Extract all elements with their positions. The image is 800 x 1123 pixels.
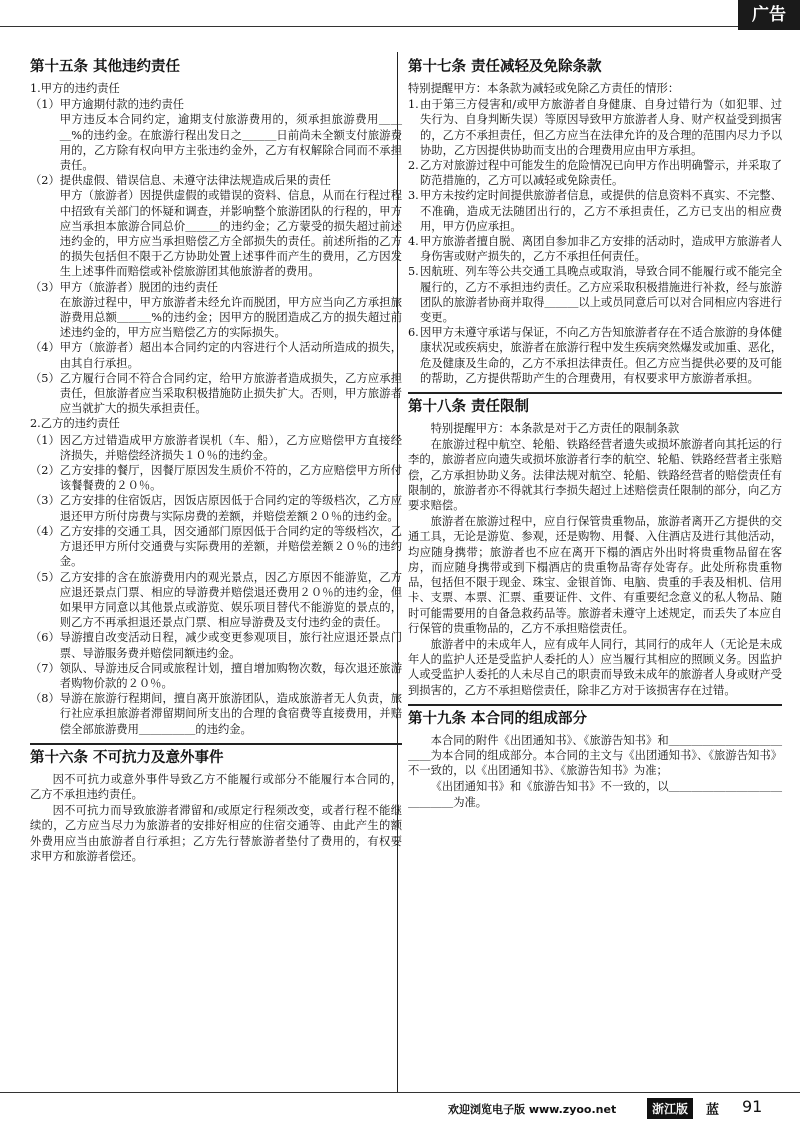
- s16-paragraph-1: 因不可抗力或意外事件导致乙方不能履行或部分不能履行本合同的，乙方不承担违约责任。: [30, 772, 402, 801]
- s16-paragraph-2: 因不可抗力而导致旅游者滞留和/或原定行程须改变，或者行程不能继续的，乙方应当尽力为旅游者的安排好相应的住宿交通等、由此产生的额外费用应当由旅游者自行承担；乙方先行替旅游者垫付了费用的，有权要求甲方和旅游者偿还。: [30, 804, 402, 863]
- list-item: [30, 691, 402, 737]
- item-number: 1.: [408, 98, 419, 112]
- list-item: [30, 570, 402, 631]
- item-number: （8）: [30, 692, 60, 706]
- item-number: （6）: [30, 631, 60, 645]
- list-item: [30, 340, 402, 370]
- section-19-title: 第十九条 本合同的组成部分: [408, 704, 782, 729]
- list-item: [30, 97, 402, 173]
- list-item: [30, 661, 402, 691]
- item-text: 乙方安排的住宿饭店，因饭店原因低于合同约定的等级档次，乙方应退还甲方所付房费与实际房费的差额，并赔偿差额２０％的违约金。: [59, 494, 402, 523]
- item-text: 乙方安排的含在旅游费用内的观光景点，因乙方原因不能游览，乙方应退还景点门票、相应的导游费并赔偿退还费用２０％的违约金，但如果甲方同意以其他景点或游览、娱乐项目替代不能游览的景点的，则乙方不再承担退还景点门票、相应导游费及支付违约金的责任。: [59, 570, 402, 630]
- s18-paragraph-2: 旅游者在旅游过程中，应自行保管贵重物品，旅游者离开乙方提供的交通工具，无论是游览、参观，还是购物、用餐、入住酒店及进行其他活动，均应随身携带；旅游者也不应在离开下榻的酒店外出时将贵重物品留在客房，而应随身携带或到下榻酒店的贵重物品寄存处寄存。此处所称贵重物品，包括但不限于现金、珠宝、金银首饰、电脑、贵重的手表及相机、信用卡、支票、本票、汇票、重要证件、文件、有重要纪念意义的私人物品、随时可能需要用的自备急救药品等。旅游者未遵守上述规定，而丢失了本应自行保管的贵重物品的，乙方不承担赔偿责任。: [408, 515, 782, 635]
- s18-paragraph-1: 在旅游过程中航空、轮船、铁路经营者遗失或损坏旅游者向其托运的行李的，旅游者应向遗失或损坏旅游者行李的航空、轮船、铁路经营者主张赔偿，乙方承担协助义务。法律法规对航空、轮船、铁路经营者的赔偿责任有限制的，旅游者亦不得就其行李损失超过上述赔偿责任限制的部分，向乙方要求赔偿。: [408, 438, 782, 513]
- item-number: （2）: [30, 174, 60, 188]
- list-item: [30, 173, 402, 279]
- item-text: 甲方未按约定时间提供旅游者信息，或提供的信息资料不真实、不完整、不准确，造成无法随团出行的，乙方不承担责任，乙方已支出的相应费用，甲方仍应承担。: [420, 189, 782, 233]
- section-16-title: 第十六条 不可抗力及意外事件: [30, 743, 402, 768]
- footer-url[interactable]: 欢迎浏览电子版 www.zyoo.net: [448, 1103, 617, 1116]
- list-item: [30, 463, 402, 493]
- item-text: 提供虚假、错误信息、未遵守法律法规造成后果的责任 甲方（旅游者）因提供虚假的或错误的资料、信息，从而在行程过程中招致有关部门的怀疑和调查，并影响整个旅游团队的行程的，甲方应当承担本旅游合同总价＿＿＿的违约金；乙方蒙受的损失超过前述违约金的，甲方应当承担赔偿乙方全部损失的责任。前述所指的乙方的损失包括但不限于乙方协助处置上述事件而产生的费用，乙方因发生上述事件而赔偿或补偿旅游团其他旅游者的费用。: [59, 174, 402, 279]
- item-text: 因甲方未遵守承诺与保证，不向乙方告知旅游者存在不适合旅游的身体健康状况或疾病史，旅游者在旅游行程中发生疾病突然爆发或加重、恶化，危及健康及生命的，乙方不承担法律责任。但乙方应当提供必要的及可能的帮助，乙方提供帮助产生的合理费用，有权要求甲方旅游者承担。: [420, 326, 782, 385]
- list-item: [30, 371, 402, 417]
- item-text: 甲方旅游者擅自脱、离团自参加非乙方安排的活动时，造成甲方旅游者人身伤害或财产损失的，乙方不承担任何责任。: [420, 235, 782, 264]
- section-18-title: 第十八条 责任限制: [408, 392, 782, 417]
- item-number: （3）: [30, 280, 60, 294]
- s15-2-list: [30, 433, 402, 737]
- ad-label: 广告: [738, 0, 800, 30]
- edition-badge: 浙江版: [647, 1098, 693, 1119]
- s17-list: [408, 97, 782, 386]
- item-number: （5）: [30, 570, 60, 584]
- item-text: 导游在旅游行程期间，擅自离开旅游团队，造成旅游者无人负责，旅行社应承担旅游者滞留期间所支出的合理的食宿费等直接费用，并赔偿全部旅游费用＿＿＿＿＿的违约金。: [59, 692, 402, 736]
- item-text: 领队、导游违反合同或旅程计划，擅自增加购物次数，每次退还旅游者购物价款的２０％。: [59, 661, 402, 690]
- list-item: [30, 433, 402, 463]
- section-15-title: 第十五条 其他违约责任: [30, 59, 181, 75]
- page-number: 91: [742, 1097, 763, 1116]
- item-number: （7）: [30, 661, 60, 675]
- item-number: 3.: [408, 189, 419, 203]
- footer: [0, 1092, 800, 1123]
- list-item: [30, 493, 402, 523]
- s15-sub-2: 2.乙方的违约责任: [30, 417, 120, 431]
- column-divider: [397, 52, 398, 1092]
- header-rule: [0, 0, 738, 27]
- item-text: 乙方安排的交通工具，因交通部门原因低于合同约定的等级档次，乙方退还甲方所付交通费与实际费用的差额，并赔偿差额２０％的违约金。: [59, 524, 402, 569]
- right-column: [408, 52, 782, 811]
- list-item: [408, 325, 782, 386]
- s17-note: 特别提醒甲方：本条款为减轻或免除乙方责任的情形：: [408, 82, 680, 95]
- item-number: （2）: [30, 464, 60, 478]
- item-number: （5）: [30, 371, 60, 385]
- s18-note: 特别提醒甲方：本条款是对于乙方责任的限制条款: [430, 422, 680, 436]
- s15-1-list: [30, 97, 402, 416]
- item-number: 6.: [408, 326, 419, 340]
- list-item: [408, 158, 782, 188]
- list-item: [408, 234, 782, 264]
- item-text: 乙方对旅游过程中可能发生的危险情况已向甲方作出明确警示，并采取了防范措施的，乙方可以减轻或免除责任。: [420, 159, 782, 188]
- list-item: [30, 280, 402, 341]
- item-number: （1）: [30, 433, 60, 447]
- list-item: [30, 630, 402, 660]
- item-text: 导游擅自改变活动日程，减少或变更参观项目，旅行社应退还景点门票、导游服务费并赔偿同额违约金。: [59, 631, 402, 660]
- s19-paragraph-1: 本合同的附件《出团通知书》、《旅游告知书》和＿＿＿＿＿＿＿＿＿＿＿＿为本合同的组成部分。本合同的主文与《出团通知书》、《旅游告知书》不一致的，以《出团通知书》、《旅游告知书》为准；: [408, 733, 782, 778]
- item-text: 由于第三方侵害和/或甲方旅游者自身健康、自身过错行为（如犯罪、过失行为、自身判断失误）等原因导致甲方旅游者人身、财产权益受到损害的，乙方不承担责任，但乙方应当在法律允许的及合理的范围内尽力予以协助，乙方因提供协助而支出的合理费用应由甲方承担。: [420, 98, 782, 157]
- item-text: 甲方（旅游者）脱团的违约责任 在旅游过程中，甲方旅游者未经允许而脱团，甲方应当向乙方承担旅游费用总额＿＿＿%的违约金；因甲方的脱团造成乙方的损失超过前述违约金的，甲方应当赔偿乙方的实际损失。: [59, 280, 402, 340]
- list-item: [408, 264, 782, 325]
- s15-sub-1: 1.甲方的违约责任: [30, 82, 120, 95]
- item-text: 乙方安排的餐厅，因餐厅原因发生质价不符的，乙方应赔偿甲方所付该餐餐费的２０％。: [59, 464, 402, 493]
- item-text: 乙方履行合同不符合合同约定，给甲方旅游者造成损失，乙方应承担责任，但旅游者应当采取积极措施防止损失扩大。否则，甲方旅游者应当就扩大的损失承担责任。: [59, 371, 402, 416]
- section-17-title: 第十七条 责任减轻及免除条款: [408, 59, 602, 75]
- list-item: [408, 97, 782, 158]
- s19-paragraph-2: 《出团通知书》和《旅游告知书》不一致的，以＿＿＿＿＿＿＿＿＿＿＿＿＿＿为准。: [408, 780, 782, 809]
- left-column: [30, 52, 402, 865]
- item-text: 因乙方过错造成甲方旅游者误机（车、船），乙方应赔偿甲方直接经济损失，并赔偿经济损失１０％的违约金。: [59, 433, 402, 462]
- item-text: 因航班、列车等公共交通工具晚点或取消，导致合同不能履行或不能完全履行的，乙方不承担违约责任。乙方应采取积极措施进行补救，经与旅游团队的旅游者协商并取得＿＿＿以上或员同意后可以对合同相应内容进行变更。: [420, 265, 782, 325]
- item-number: 4.: [408, 235, 419, 249]
- list-item: [408, 188, 782, 234]
- item-text: 甲方（旅游者）超出本合同约定的内容进行个人活动所造成的损失，由其自行承担。: [59, 341, 402, 370]
- item-number: 5.: [408, 265, 419, 279]
- s18-paragraph-3: 旅游者中的未成年人，应有成年人同行，其同行的成年人（无论是未成年人的监护人还是受监护人委托的人）应当履行其相应的照顾义务。因监护人或受监护人委托的人未尽自己的职责而导致未成年的旅游者人身或财产受到损害的，乙方不承担赔偿责任，除非乙方对于该损害存在过错。: [408, 637, 782, 697]
- item-text: 甲方逾期付款的违约责任 甲方违反本合同约定，逾期支付旅游费用的，须承担旅游费用＿＿＿%的违约金。在旅游行程出发日之＿＿＿日前尚未全额支付旅游费用的，乙方除有权向甲方主张违约金外，乙方有权解除合同而不承担责任。: [59, 98, 402, 173]
- color-word: 蓝: [706, 1103, 720, 1118]
- item-number: （1）: [30, 98, 60, 112]
- item-number: （3）: [30, 494, 60, 508]
- item-number: （4）: [30, 524, 60, 538]
- list-item: [30, 524, 402, 570]
- item-number: （4）: [30, 341, 60, 355]
- item-number: 2.: [408, 159, 419, 173]
